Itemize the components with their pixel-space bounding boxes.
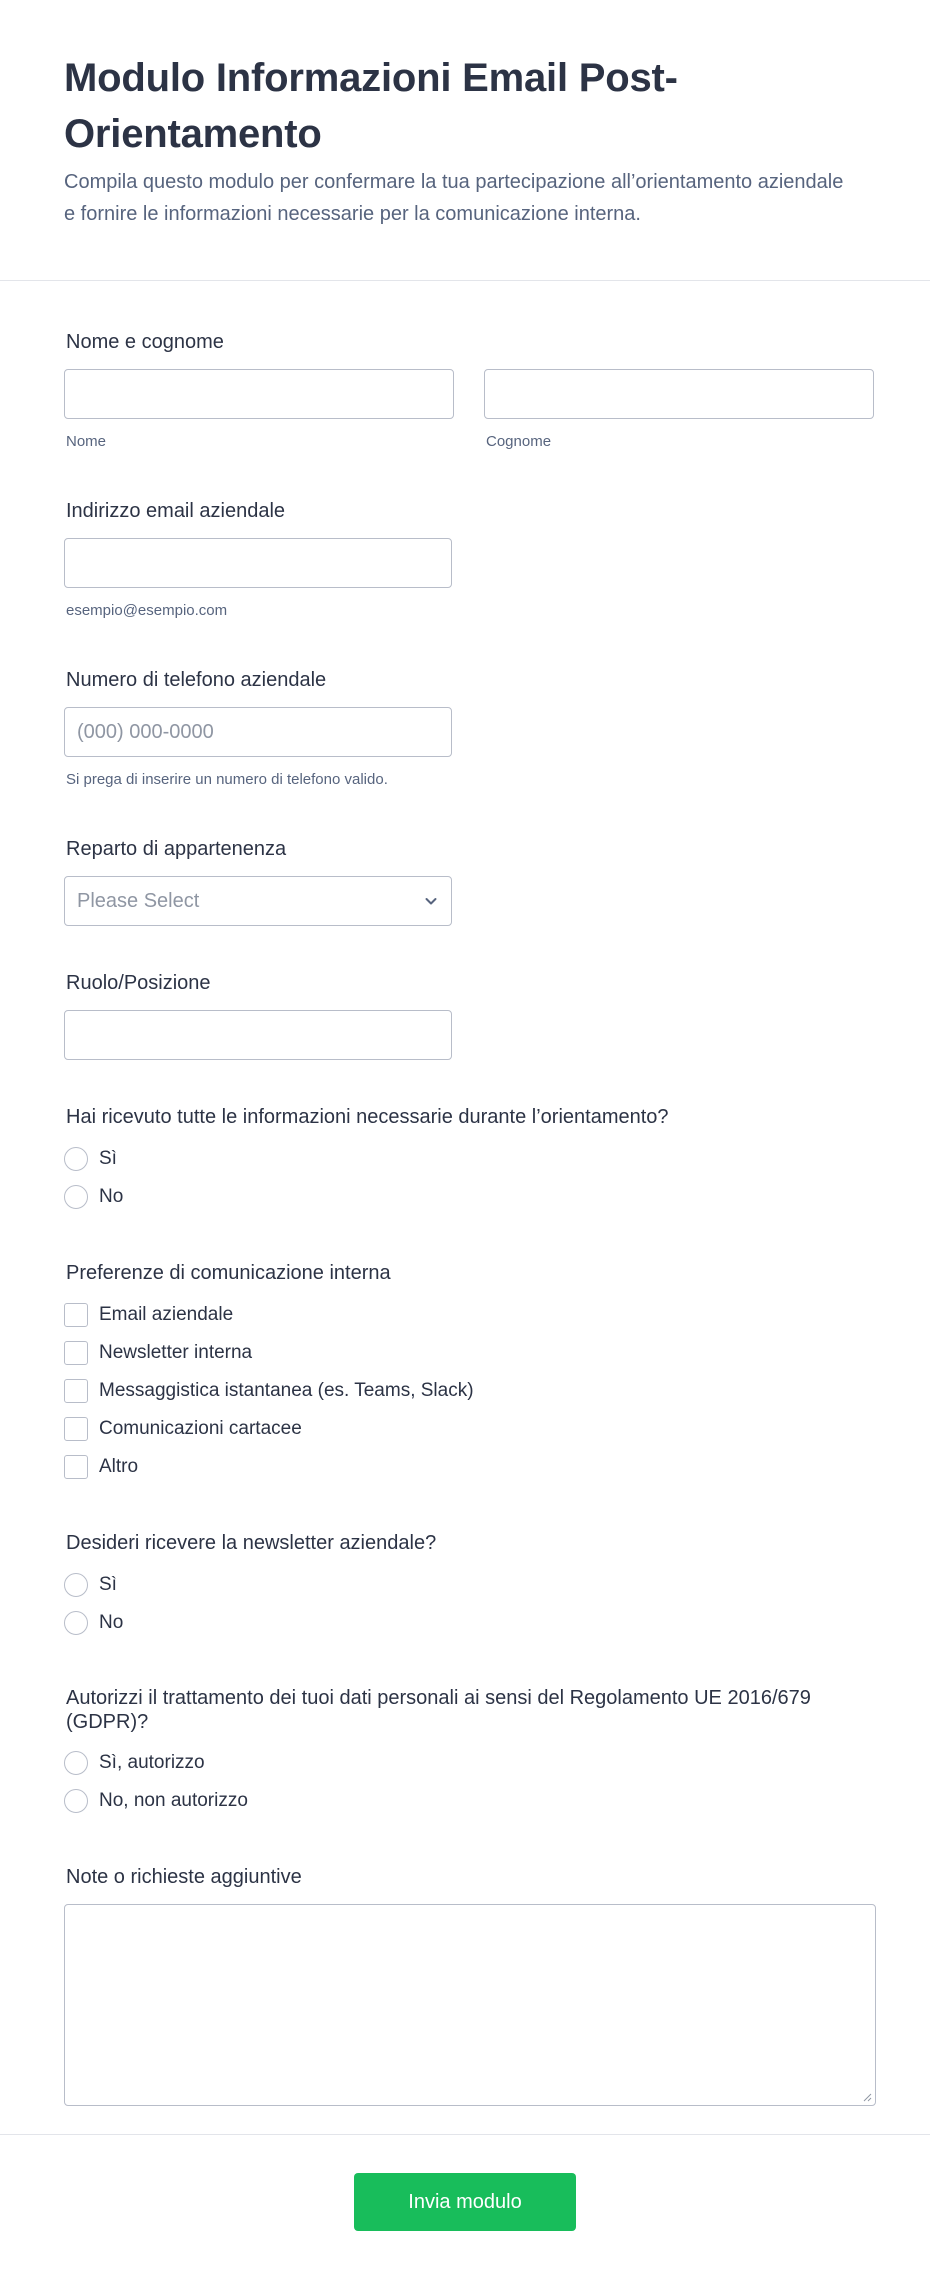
form-title: Modulo Informazioni Email Post-Orientamento [64,56,678,156]
form-body [0,281,930,2106]
form-footer [0,2134,930,2278]
gdpr-label: Autorizzi il trattamento dei tuoi dati personali ai sensi del Regolamento UE 2016/679 (GDPR)? [66,1687,811,1733]
email-field-group [64,452,866,621]
last-name-input[interactable] [484,369,874,419]
received-info-label: Hai ricevuto tutte le informazioni necessarie durante l’orientamento? [66,1106,669,1128]
phone-field-group [64,621,866,790]
radio-button[interactable] [64,1147,88,1171]
department-selected-value: Please Select [77,889,200,912]
email-field[interactable] [64,538,452,588]
received-info-options [64,1138,866,1216]
comm-prefs-options [64,1294,866,1486]
chevron-down-icon [423,893,439,909]
notes-field-group [64,1820,866,2106]
last-name-sublabel: Cognome [486,433,552,450]
option-label: Messaggistica istantanea (es. Teams, Slack) [99,1380,474,1401]
received-info-field-group [64,1060,866,1216]
department-field-group [64,790,866,926]
role-input[interactable] [64,1010,452,1060]
comm-prefs-label: Preferenze di comunicazione interna [66,1262,391,1284]
newsletter-options [64,1564,866,1642]
option-label: Sì, autorizzo [99,1752,205,1773]
option-label: No [99,1186,124,1207]
notes-textarea[interactable] [64,1904,876,2106]
comm-pref-option-email[interactable] [64,1296,866,1334]
submit-button[interactable]: Invia modulo [354,2173,576,2231]
first-name-input[interactable] [64,369,454,419]
role-label: Ruolo/Posizione [66,972,211,994]
option-label: No, non autorizzo [99,1790,248,1811]
gdpr-option-deny[interactable] [64,1782,866,1820]
radio-button[interactable] [64,1789,88,1813]
received-info-option-no[interactable] [64,1178,866,1216]
newsletter-label: Desideri ricevere la newsletter aziendale? [66,1532,437,1554]
option-label: Sì [99,1574,117,1595]
option-label: No [99,1612,124,1633]
option-label: Newsletter interna [99,1342,253,1363]
option-label: Comunicazioni cartacee [99,1418,302,1439]
option-label: Sì [99,1148,117,1169]
resize-handle-icon[interactable] [862,2092,872,2102]
checkbox[interactable] [64,1303,88,1327]
option-label: Email aziendale [99,1304,234,1325]
phone-sublabel: Si prega di inserire un numero di telefono valido. [66,771,388,788]
comm-pref-option-newsletter[interactable] [64,1334,866,1372]
phone-label: Numero di telefono aziendale [66,669,327,691]
email-sublabel: esempio@esempio.com [66,602,228,619]
newsletter-option-no[interactable] [64,1604,866,1642]
phone-input[interactable] [64,707,452,757]
radio-button[interactable] [64,1751,88,1775]
form-header [0,0,930,281]
department-label: Reparto di appartenenza [66,838,287,860]
comm-pref-option-instant-messaging[interactable] [64,1372,866,1410]
comm-prefs-field-group [64,1216,866,1486]
email-label: Indirizzo email aziendale [66,500,286,522]
checkbox[interactable] [64,1455,88,1479]
full-name-field [64,281,866,452]
gdpr-field-group [64,1642,866,1820]
checkbox[interactable] [64,1341,88,1365]
radio-button[interactable] [64,1611,88,1635]
checkbox[interactable] [64,1417,88,1441]
first-name-col [64,369,454,452]
radio-button[interactable] [64,1573,88,1597]
gdpr-options [64,1742,866,1820]
form-description: Compila questo modulo per confermare la tua partecipazione all’orientamento aziendale e fornire le informazioni necessarie per la comunicazione interna. [64,171,844,225]
newsletter-field-group [64,1486,866,1642]
last-name-col [484,369,874,452]
role-field-group [64,926,866,1060]
full-name-row [64,369,866,452]
full-name-label: Nome e cognome [66,331,224,353]
first-name-sublabel: Nome [66,433,107,450]
received-info-option-si[interactable] [64,1140,866,1178]
gdpr-option-authorize[interactable] [64,1744,866,1782]
comm-pref-option-paper[interactable] [64,1410,866,1448]
checkbox[interactable] [64,1379,88,1403]
notes-label: Note o richieste aggiuntive [66,1866,302,1888]
newsletter-option-si[interactable] [64,1566,866,1604]
department-select[interactable] [64,876,452,926]
radio-button[interactable] [64,1185,88,1209]
option-label: Altro [99,1456,139,1477]
comm-pref-option-other[interactable] [64,1448,866,1486]
